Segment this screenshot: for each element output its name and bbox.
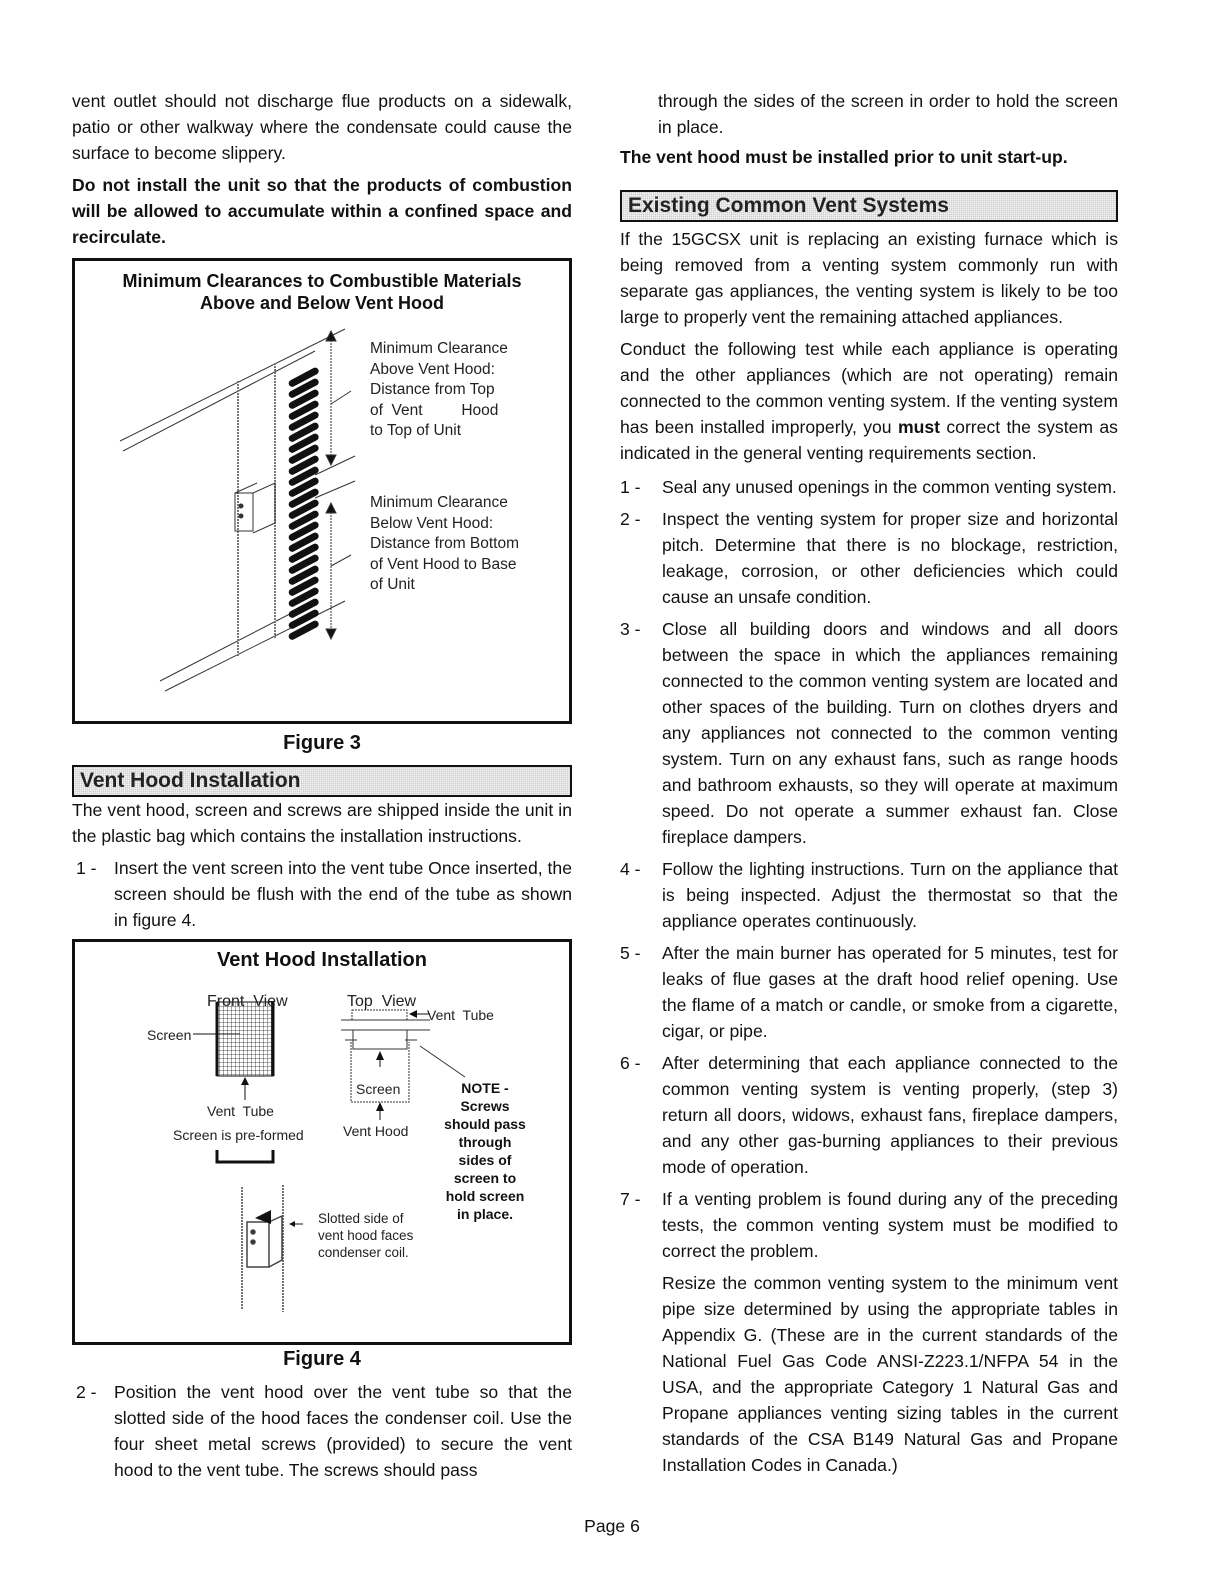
common-vent-step-4: 4 - Follow the lighting instructions. Turn on the appliance that is being inspected. Adjust the thermostat so that the appliance operates continuously. <box>620 859 1118 931</box>
common-vent-paragraph-1: If the 15GCSX unit is replacing an existing furnace which is being removed from a venting system commonly run with separate gas appliances, the venting system is likely to be too large to properly vent the remaining attached appliances. <box>620 229 1118 327</box>
warning-text: Do not install the unit so that the products of combustion will be allowed to accumulate within a confined space and recirculate. <box>72 175 572 247</box>
common-vent-step-3: 3 - Close all building doors and windows and all doors between the space in which the appliances remaining connected to the common venting system are located and other spaces of the building. Turn on clothes dryers and any appliances not connected to the common venting system. Turn on any exhaust fans, such as range hoods and bathroom exhausts, so they will operate at maximum speed. Do not operate a summer exhaust fan. Close fireplace dampers. <box>620 619 1118 847</box>
common-vent-step-6: 6 - After determining that each appliance connected to the common venting system is venting properly, (step 3) return all doors, widows, exhaust fans, fireplace dampers, and any other gas-burning appliances to their previous mode of operation. <box>620 1053 1118 1177</box>
figure-4-title: Vent Hood Installation <box>216 949 427 971</box>
vent-hood-step-2: 2 - Position the vent hood over the vent tube so that the slotted side of the hood faces the condenser coil. Use the four sheet metal screws (provided) to secure the vent hood to the vent tube. The screws should pass <box>76 1382 572 1480</box>
screen-label-top: Screen <box>356 1081 401 1097</box>
dimension-arrows <box>315 331 355 639</box>
common-vent-step-5: 5 - After the main burner has operated for 5 minutes, test for leaks of flue gases at the draft hood relief opening. Use the flame of a match or candle, or smoke from a cigarette, cigar, or pipe. <box>620 943 1118 1041</box>
figure-4-box <box>72 939 572 1345</box>
figure-3-caption: Figure 3 <box>283 732 361 754</box>
vent-tube-label-front: Vent Tube <box>207 1103 274 1119</box>
vent-hood-paragraph: The vent hood, screen and screws are shipped inside the unit in the plastic bag which contains the installation instructions. <box>72 800 572 846</box>
vent-hood-label: Vent Hood <box>343 1123 409 1139</box>
preformed-label: Screen is pre-formed <box>173 1127 304 1143</box>
vent-tube-side-shape <box>242 1185 283 1312</box>
front-view-label: Front View <box>207 993 288 1010</box>
louvers <box>287 366 319 641</box>
clearance-diagram <box>75 261 569 715</box>
vent-hood-installation-heading: Vent Hood Installation <box>72 765 572 797</box>
figure-3-title-line1: Minimum Clearances to Combustible Materials <box>122 271 522 291</box>
top-view-label: Top View <box>347 993 417 1010</box>
continued-text: through the sides of the screen in order to hold the screen in place. <box>658 91 1118 137</box>
common-vent-paragraph-2: Conduct the following test while each appliance is operating and the other appliances (which are not operating) remain connected to the common venting system. If the venting system has been installed improperly, you must correct the system as indicated in the general venting requirements section. <box>620 339 1118 463</box>
slotted-side-label: Slotted side of vent hood faces condenser coil. <box>318 1211 414 1260</box>
screen-label-front: Screen <box>147 1027 192 1043</box>
figure-3-title-line2: Above and Below Vent Hood <box>199 293 445 313</box>
figure-4-caption: Figure 4 <box>283 1348 361 1370</box>
common-vent-step-1: 1 - Seal any unused openings in the common venting system. <box>620 477 1117 497</box>
figure-3-box <box>72 258 572 724</box>
existing-common-vent-heading: Existing Common Vent Systems <box>620 190 1118 222</box>
vent-tube-label-top: Vent Tube <box>427 1007 494 1023</box>
label-clearance-below: Minimum Clearance Below Vent Hood: Distance from Bottom of Vent Hood to Base of Unit <box>370 494 520 593</box>
screws-note: NOTE - Screws should pass through sides of screen to hold screen in place. <box>444 1080 526 1222</box>
vent-hood-step-1: 1 - Insert the vent screen into the vent tube Once inserted, the screen should be flush with the end of the tube as shown in figure 4. <box>76 858 572 930</box>
page-number: Page 6 <box>584 1516 640 1536</box>
intro-paragraph: vent outlet should not discharge flue products on a sidewalk, patio or other walkway where the condensate could cause the surface to become slippery. <box>72 91 572 163</box>
label-clearance-above: Minimum Clearance Above Vent Hood: Distance from Top of Vent Hood to Top of Unit <box>370 340 508 439</box>
resize-paragraph: Resize the common venting system to the minimum vent pipe size determined by using the appropriate tables in Appendix G. (These are in the current standards of the National Fuel Gas Code ANSI-Z223.1/NFPA 54 in the USA, and the appropriate Category 1 Natural Gas and Propane appliances venting sizing tables in the current standards of the CSA B149 Natural Gas and Propane Installation Codes in Canada.) <box>662 1273 1118 1475</box>
prior-startup-warning: The vent hood must be installed prior to unit start-up. <box>620 147 1068 167</box>
common-vent-step-7: 7 - If a venting problem is found during any of the preceding tests, the common venting system must be modified to correct the problem. <box>620 1189 1118 1261</box>
right-column <box>620 88 1118 1478</box>
left-column <box>72 88 572 1489</box>
vent-hood-shape <box>235 483 275 533</box>
common-vent-step-2: 2 - Inspect the venting system for proper size and horizontal pitch. Determine that there is no blockage, restriction, leakage, corrosion, or other deficiencies which could cause an unsafe condition. <box>620 509 1118 607</box>
